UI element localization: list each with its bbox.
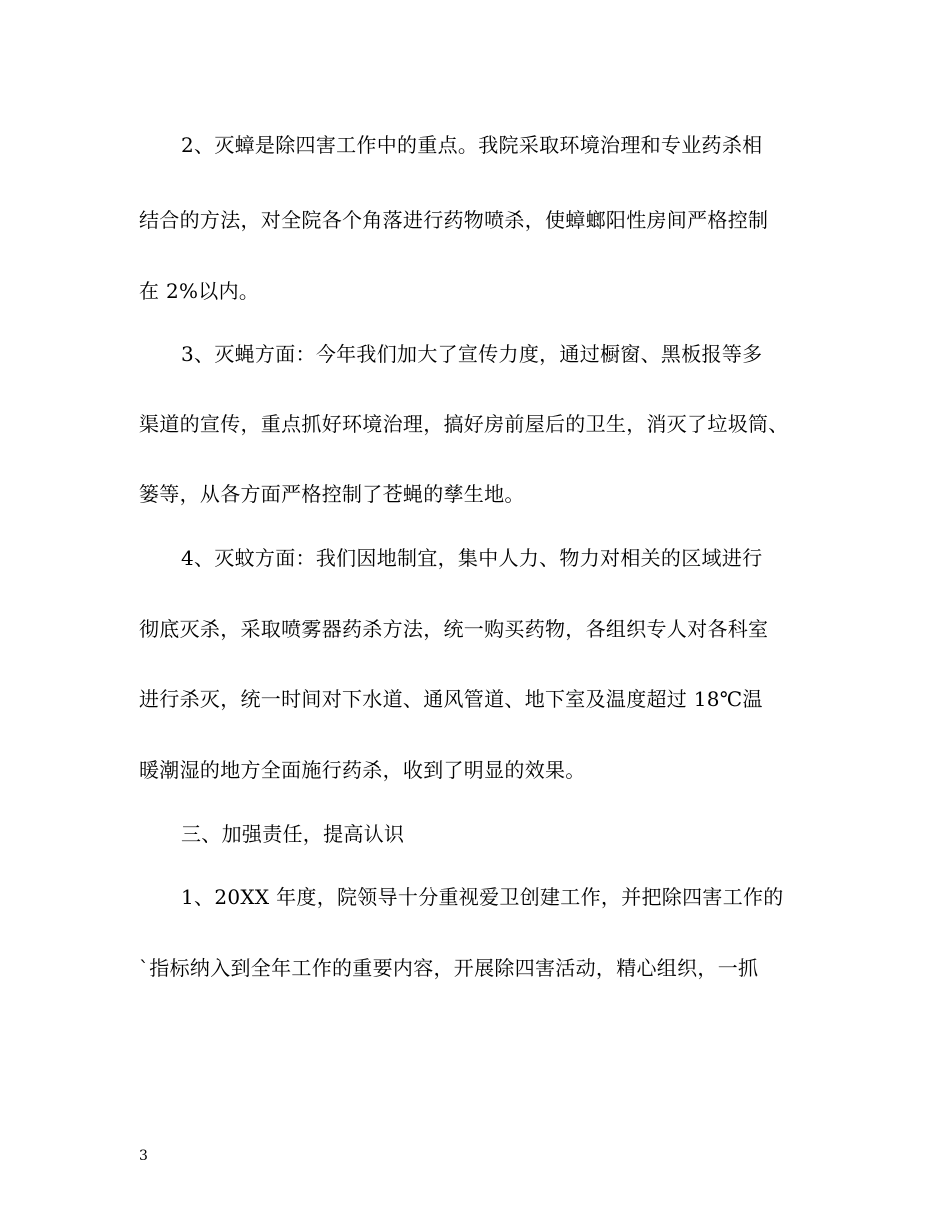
- page-number: 3: [139, 1148, 148, 1164]
- paragraph-line: 3、灭蝇方面：今年我们加大了宣传力度，通过橱窗、黑板报等多: [181, 342, 763, 366]
- paragraph-line: 暖潮湿的地方全面施行药杀，收到了明显的效果。: [139, 758, 586, 782]
- section-heading: 三、加强责任，提高认识: [181, 822, 405, 846]
- paragraph-line: 在 2%以内。: [139, 279, 260, 303]
- paragraph-line: 2、灭蟑是除四害工作中的重点。我院采取环境治理和专业药杀相: [181, 133, 763, 157]
- paragraph-line: `指标纳入到全年工作的重要内容，开展除四害活动，精心组织，一抓: [139, 956, 759, 980]
- paragraph-line: 彻底灭杀，采取喷雾器药杀方法，统一购买药物，各组织专人对各科室: [139, 617, 769, 641]
- paragraph-line: 渠道的宣传，重点抓好环境治理，搞好房前屋后的卫生，消灭了垃圾筒、: [139, 412, 789, 436]
- paragraph-line: 1、20XX 年度，院领导十分重视爱卫创建工作，并把除四害工作的: [181, 885, 784, 909]
- paragraph-line: 进行杀灭，统一时间对下水道、通风管道、地下室及温度超过 18℃温: [139, 687, 763, 711]
- paragraph-line: 篓等，从各方面严格控制了苍蝇的孳生地。: [139, 482, 525, 506]
- paragraph-line: 4、灭蚊方面：我们因地制宜，集中人力、物力对相关的区域进行: [181, 546, 763, 570]
- paragraph-line: 结合的方法，对全院各个角落进行药物喷杀，使蟑螂阳性房间严格控制: [139, 208, 769, 232]
